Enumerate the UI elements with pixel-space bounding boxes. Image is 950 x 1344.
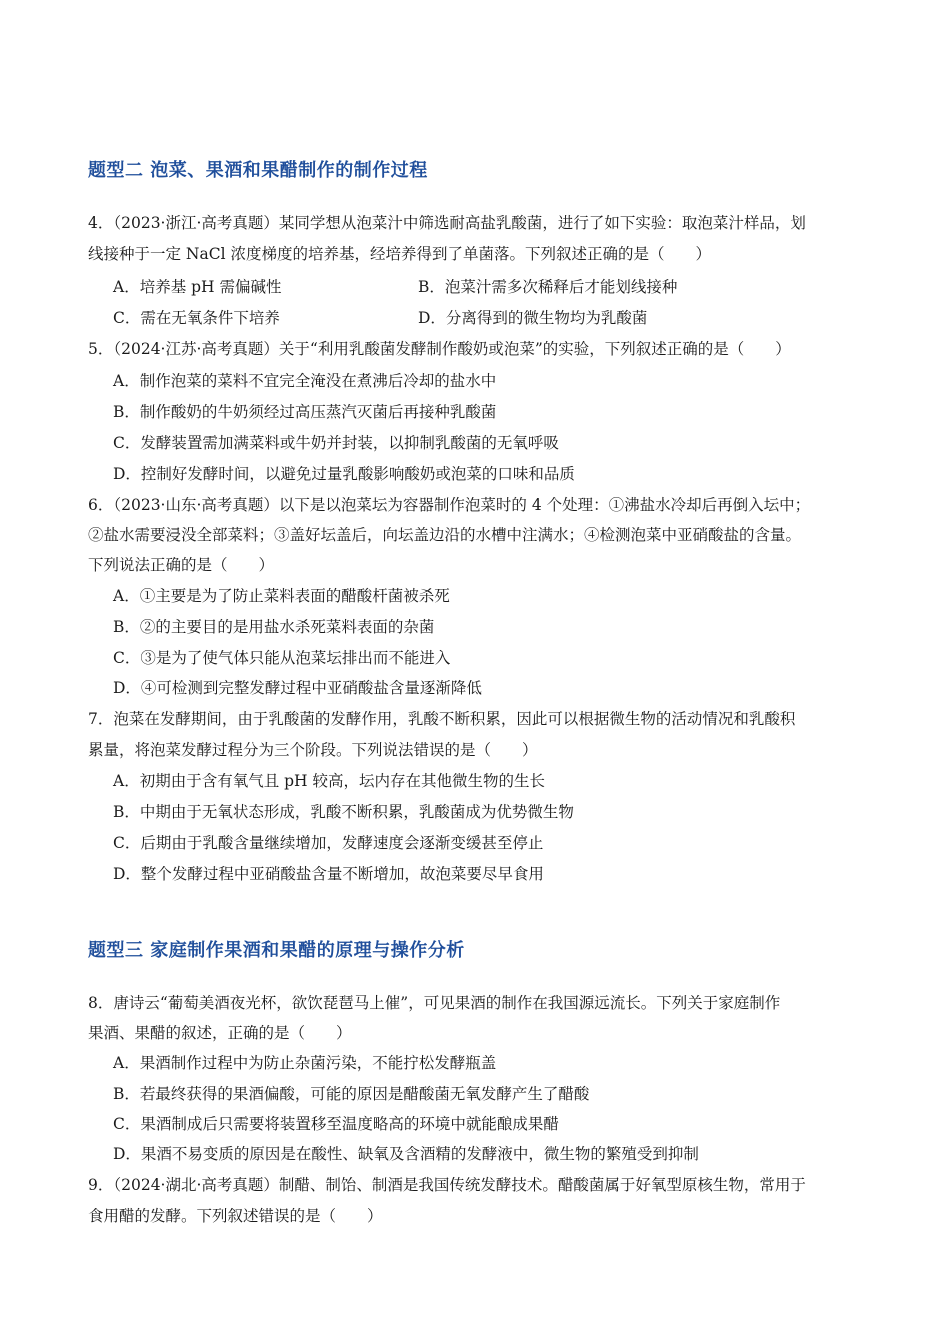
question-4-option-d: D．分离得到的微生物均为乳酸菌	[418, 309, 648, 327]
question-4-option-c: C．需在无氧条件下培养	[113, 309, 280, 327]
question-6-option-b: B．②的主要目的是用盐水杀死菜料表面的杂菌	[113, 618, 435, 636]
question-7-line-1: 7．泡菜在发酵期间，由于乳酸菌的发酵作用，乳酸不断积累，因此可以根据微生物的活动情况和乳酸积	[88, 710, 796, 728]
question-6-line-1: 6．（2023·山东·高考真题）以下是以泡菜坛为容器制作泡菜时的 4 个处理：①沸盐水冷却后再倒入坛中；	[88, 496, 811, 514]
question-5-option-d: D．控制好发酵时间，以避免过量乳酸影响酸奶或泡菜的口味和品质	[113, 465, 575, 483]
question-4-option-a: A．培养基 pH 需偏碱性	[113, 278, 282, 296]
question-8-option-a: A．果酒制作过程中为防止杂菌污染，不能拧松发酵瓶盖	[113, 1054, 497, 1072]
question-5-option-b: B．制作酸奶的牛奶须经过高压蒸汽灭菌后再接种乳酸菌	[113, 403, 497, 421]
question-7-option-a: A．初期由于含有氧气且 pH 较高，坛内存在其他微生物的生长	[113, 772, 545, 790]
question-7-option-b: B．中期由于无氧状态形成，乳酸不断积累，乳酸菌成为优势微生物	[113, 803, 574, 821]
question-8-option-d: D．果酒不易变质的原因是在酸性、缺氧及含酒精的发酵液中，微生物的繁殖受到抑制	[113, 1145, 699, 1163]
question-4-option-b: B．泡菜汁需多次稀释后才能划线接种	[418, 278, 678, 296]
question-4-line-2: 线接种于一定 NaCl 浓度梯度的培养基，经培养得到了单菌落。下列叙述正确的是（ ）	[88, 245, 711, 263]
question-6-line-3: 下列说法正确的是（ ）	[88, 556, 275, 574]
question-5-line-1: 5．（2024·江苏·高考真题）关于“利用乳酸菌发酵制作酸奶或泡菜”的实验，下列叙述正确的是（ ）	[88, 340, 791, 358]
question-8-option-b: B．若最终获得的果酒偏酸，可能的原因是醋酸菌无氧发酵产生了醋酸	[113, 1085, 590, 1103]
question-8-option-c: C．果酒制成后只需要将装置移至温度略高的环境中就能酿成果醋	[113, 1115, 559, 1133]
question-5-option-a: A．制作泡菜的菜料不宜完全淹没在煮沸后冷却的盐水中	[113, 372, 497, 390]
question-7-line-2: 累量，将泡菜发酵过程分为三个阶段。下列说法错误的是（ ）	[88, 741, 538, 759]
question-8-line-2: 果酒、果醋的叙述，正确的是（ ）	[88, 1024, 352, 1042]
question-9-line-2: 食用醋的发酵。下列叙述错误的是（ ）	[88, 1207, 383, 1225]
question-8-line-1: 8．唐诗云“葡萄美酒夜光杯，欲饮琵琶马上催”，可见果酒的制作在我国源远流长。下列关于家庭制作	[88, 994, 781, 1012]
question-6-option-c: C．③是为了使气体只能从泡菜坛排出而不能进入	[113, 649, 451, 667]
question-9-line-1: 9．（2024·湖北·高考真题）制醋、制饴、制酒是我国传统发酵技术。醋酸菌属于好氧型原核生物，常用于	[88, 1176, 806, 1194]
question-4-line-1: 4．（2023·浙江·高考真题）某同学想从泡菜汁中筛选耐高盐乳酸菌，进行了如下实验：取泡菜汁样品，划	[88, 214, 806, 232]
question-6-option-a: A．①主要是为了防止菜料表面的醋酸杆菌被杀死	[113, 587, 450, 605]
question-6-option-d: D．④可检测到完整发酵过程中亚硝酸盐含量逐渐降低	[113, 679, 482, 697]
question-7-option-c: C．后期由于乳酸含量继续增加，发酵速度会逐渐变缓甚至停止	[113, 834, 544, 852]
section-title: 题型二 泡菜、果酒和果醋制作的制作过程	[88, 160, 428, 181]
question-7-option-d: D．整个发酵过程中亚硝酸盐含量不断增加，故泡菜要尽早食用	[113, 865, 544, 883]
question-5-option-c: C．发酵装置需加满菜料或牛奶并封装，以抑制乳酸菌的无氧呼吸	[113, 434, 559, 452]
question-6-line-2: ②盐水需要浸没全部菜料；③盖好坛盖后，向坛盖边沿的水槽中注满水；④检测泡菜中亚硝酸盐的含量。	[88, 526, 802, 544]
section-title: 题型三 家庭制作果酒和果醋的原理与操作分析	[88, 940, 465, 961]
